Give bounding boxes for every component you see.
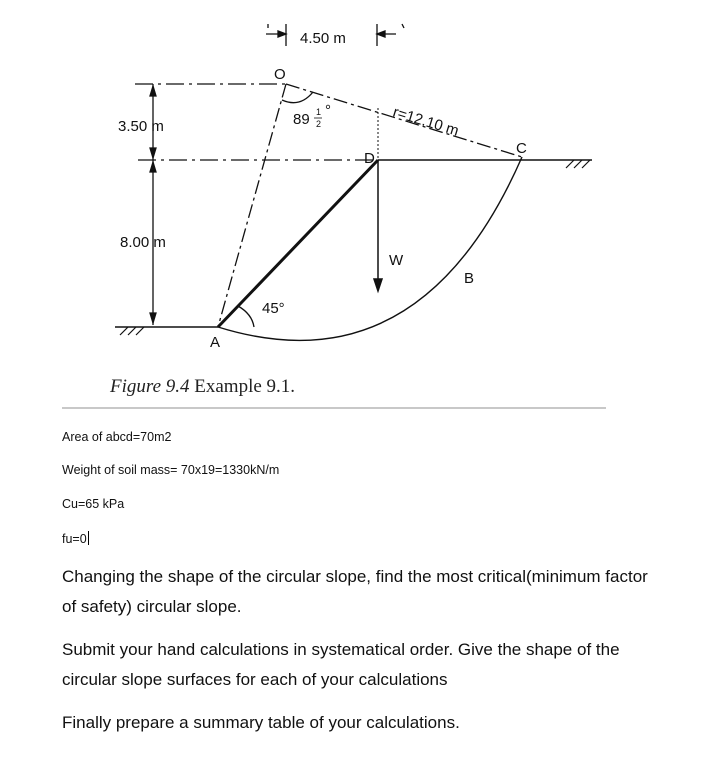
text-cursor: [88, 531, 89, 545]
angle-top-degree: °: [325, 102, 331, 119]
point-o-label: O: [274, 66, 286, 83]
note-weight: Weight of soil mass= 70x19=1330kN/m: [62, 463, 280, 477]
point-a-label: A: [210, 334, 221, 351]
reference-lines: [135, 84, 378, 160]
divider: [62, 407, 606, 409]
angle-arc-bottom: [238, 306, 254, 327]
height-upper-label: 3.50 m: [118, 118, 164, 135]
note-fu[interactable]: [62, 531, 89, 546]
note-fu-text: fu=0: [62, 532, 87, 546]
ground-left: [115, 327, 218, 335]
point-d-label: D: [364, 150, 375, 167]
weight-arrow: [374, 160, 382, 291]
note-area: Area of abcd=70m2: [62, 430, 172, 444]
paragraph-submit: Submit your hand calculations in systematical order. Give the shape of the circular slope surfaces for each of your calculations: [62, 640, 620, 689]
figure-caption: [110, 376, 295, 398]
figure-title: Example 9.1.: [194, 376, 296, 397]
figure-ref: Figure 9.4: [110, 376, 190, 397]
angle-arc-top: [282, 92, 313, 103]
angle-bottom-label: 45°: [262, 300, 285, 317]
angle-top-label: 89: [293, 111, 310, 128]
slope-stability-diagram: [0, 0, 704, 370]
height-lower-label: 8.00 m: [120, 234, 166, 251]
note-cu: Cu=65 kPa: [62, 497, 125, 511]
radius-label: r=12.10 m: [390, 103, 461, 140]
slope-face: [218, 160, 378, 327]
angle-top-frac-den: 2: [316, 119, 322, 129]
ground-right: [378, 160, 592, 168]
angle-top-frac-num: 1: [316, 107, 322, 117]
weight-label: W: [389, 252, 404, 269]
paragraph-summary: Finally prepare a summary table of your calculations.: [62, 713, 460, 732]
point-b-label: B: [464, 270, 475, 287]
top-dimension-label: 4.50 m: [300, 30, 346, 47]
paragraph-instruction: Changing the shape of the circular slope, find the most critical(minimum factor of safety) circular slope.: [62, 567, 648, 616]
point-c-label: C: [516, 140, 527, 157]
